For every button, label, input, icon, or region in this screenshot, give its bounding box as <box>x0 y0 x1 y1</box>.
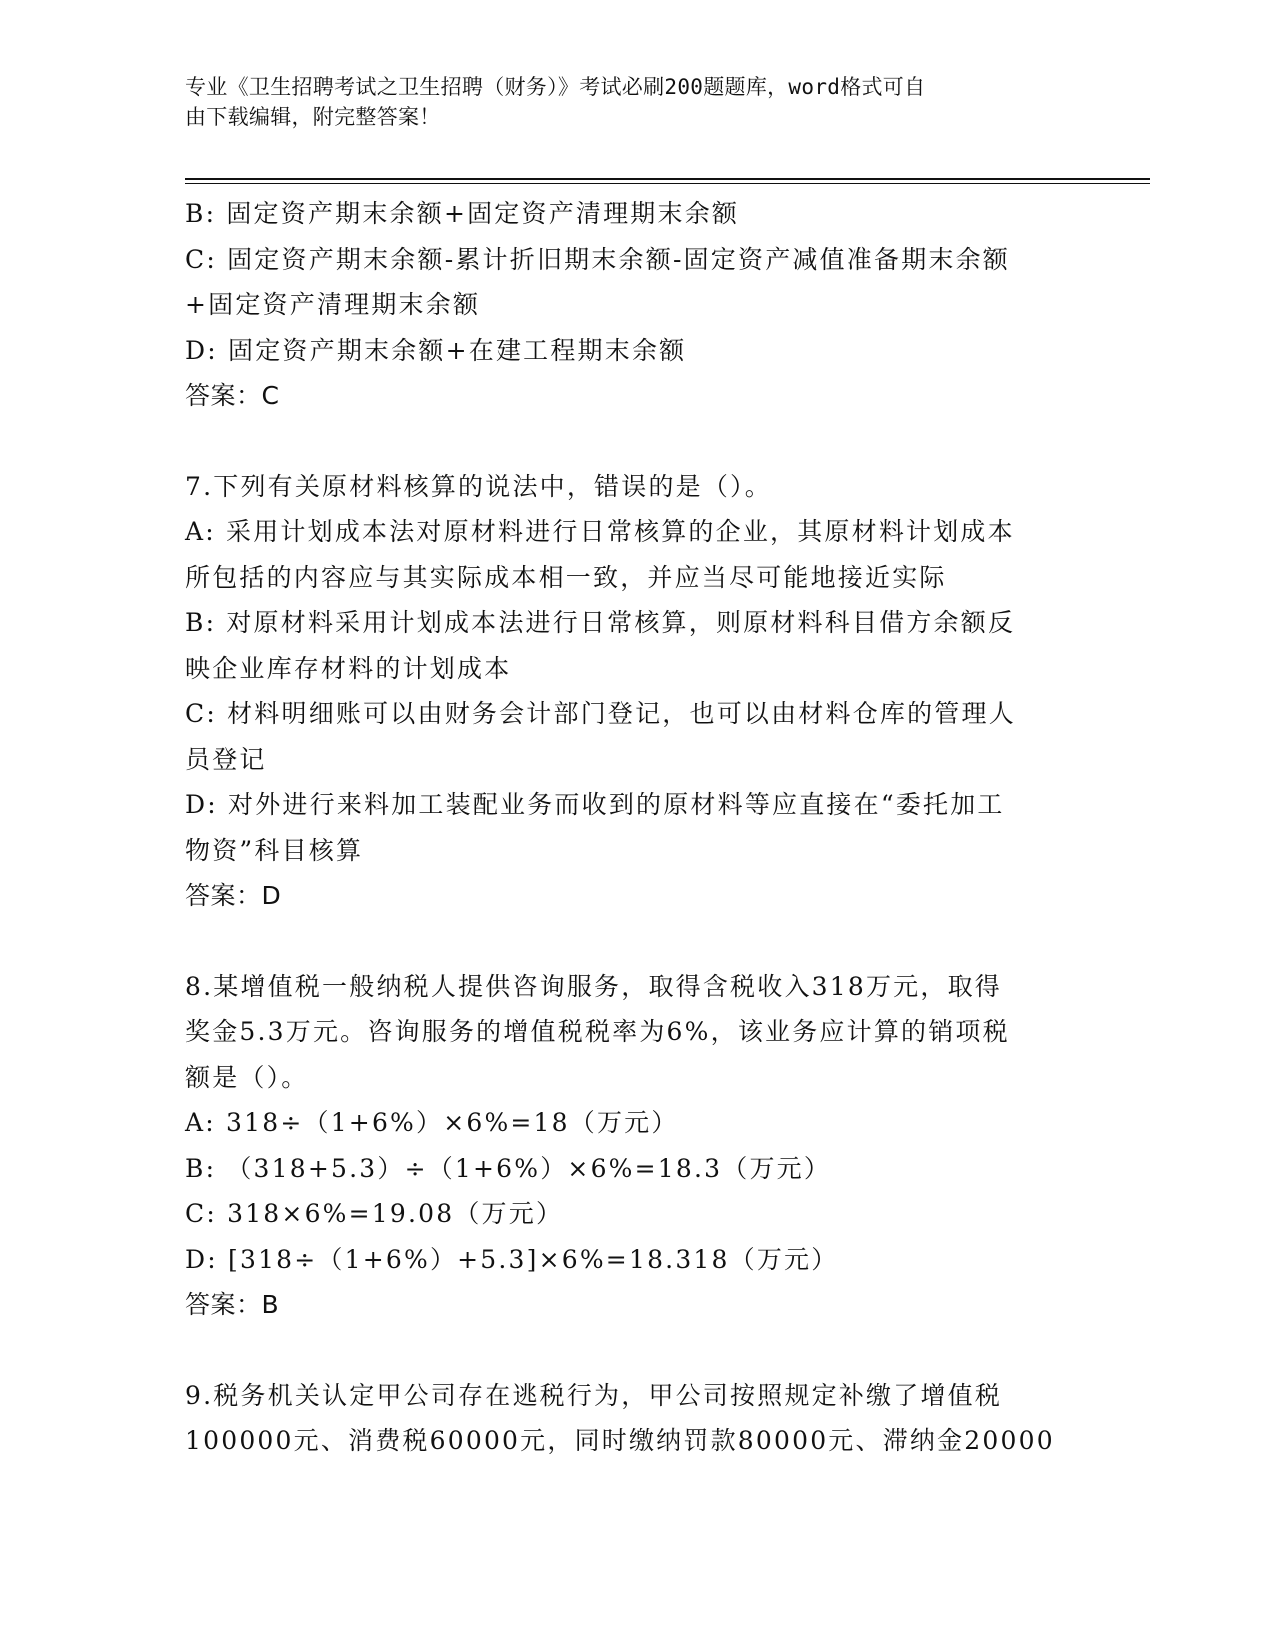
q7-option-b-line-1: B: 对原材料采用计划成本法进行日常核算，则原材料科目借方余额反 <box>185 608 1016 637</box>
spacer <box>185 1328 1065 1373</box>
q7-option-d-line-2: 物资”科目核算 <box>185 835 364 865</box>
q6-option-c-line-1: C: 固定资产期末余额-累计折旧期末余额-固定资产减值准备期末余额 <box>185 244 1010 274</box>
q8-option-a: A: 318÷（1+6%）×6%=18（万元） <box>185 1108 679 1137</box>
q6-option-b: B: 固定资产期末余额+固定资产清理期末余额 <box>185 199 740 228</box>
q7-option-a-line-2: 所包括的内容应与其实际成本相一致，并应当尽可能地接近实际 <box>185 562 947 592</box>
q7-option-c-line-2: 员登记 <box>185 744 267 774</box>
q9-stem-line-1: 9.税务机关认定甲公司存在逃税行为，甲公司按照规定补缴了增值税 <box>185 1380 1003 1410</box>
q6-option-c-line-2: +固定资产清理期末余额 <box>185 290 481 319</box>
spacer <box>185 419 1065 464</box>
question-9 <box>185 1373 1065 1464</box>
spacer <box>185 919 1065 964</box>
q7-option-d-line-1: D: 对外进行来料加工装配业务而收到的原材料等应直接在“委托加工 <box>185 790 1005 819</box>
q8-option-c: C: 318×6%=19.08（万元） <box>185 1199 564 1228</box>
header-divider-thick <box>185 178 1150 180</box>
q7-stem: 7.下列有关原材料核算的说法中，错误的是（）。 <box>185 471 772 501</box>
q8-stem-line-2: 奖金5.3万元。咨询服务的增值税税率为6%，该业务应计算的销项税 <box>185 1017 1010 1046</box>
document-body <box>185 191 1065 1464</box>
q8-answer: 答案：B <box>185 1290 280 1319</box>
q8-option-b: B: （318+5.3）÷（1+6%）×6%=18.3（万元） <box>185 1153 832 1183</box>
q8-option-d: D: [318÷（1+6%）+5.3]×6%=18.318（万元） <box>185 1244 839 1274</box>
q8-stem-line-1: 8.某增值税一般纳税人提供咨询服务，取得含税收入318万元，取得 <box>185 971 1002 1001</box>
header-divider-thin <box>185 183 1150 184</box>
q9-stem-line-2: 100000元、消费税60000元，同时缴纳罚款80000元、滞纳金20000 <box>185 1426 1055 1455</box>
q6-option-d: D: 固定资产期末余额+在建工程期末余额 <box>185 335 687 365</box>
header-line-1: 专业《卫生招聘考试之卫生招聘（财务）》考试必刷200题题库，word格式可自 <box>185 75 926 99</box>
q7-option-b-line-2: 映企业库存材料的计划成本 <box>185 653 512 683</box>
q7-answer: 答案：D <box>185 881 282 910</box>
header-line-2: 由下载编辑，附完整答案！ <box>185 105 441 129</box>
question-6-tail <box>185 191 1065 419</box>
q7-option-a-line-1: A: 采用计划成本法对原材料进行日常核算的企业，其原材料计划成本 <box>185 517 1015 546</box>
page-header <box>185 72 1065 132</box>
q6-answer: 答案：C <box>185 381 280 410</box>
q7-option-c-line-1: C: 材料明细账可以由财务会计部门登记，也可以由材料仓库的管理人 <box>185 699 1016 728</box>
question-7 <box>185 464 1065 919</box>
q8-stem-line-3: 额是（）。 <box>185 1062 309 1092</box>
question-8 <box>185 964 1065 1328</box>
